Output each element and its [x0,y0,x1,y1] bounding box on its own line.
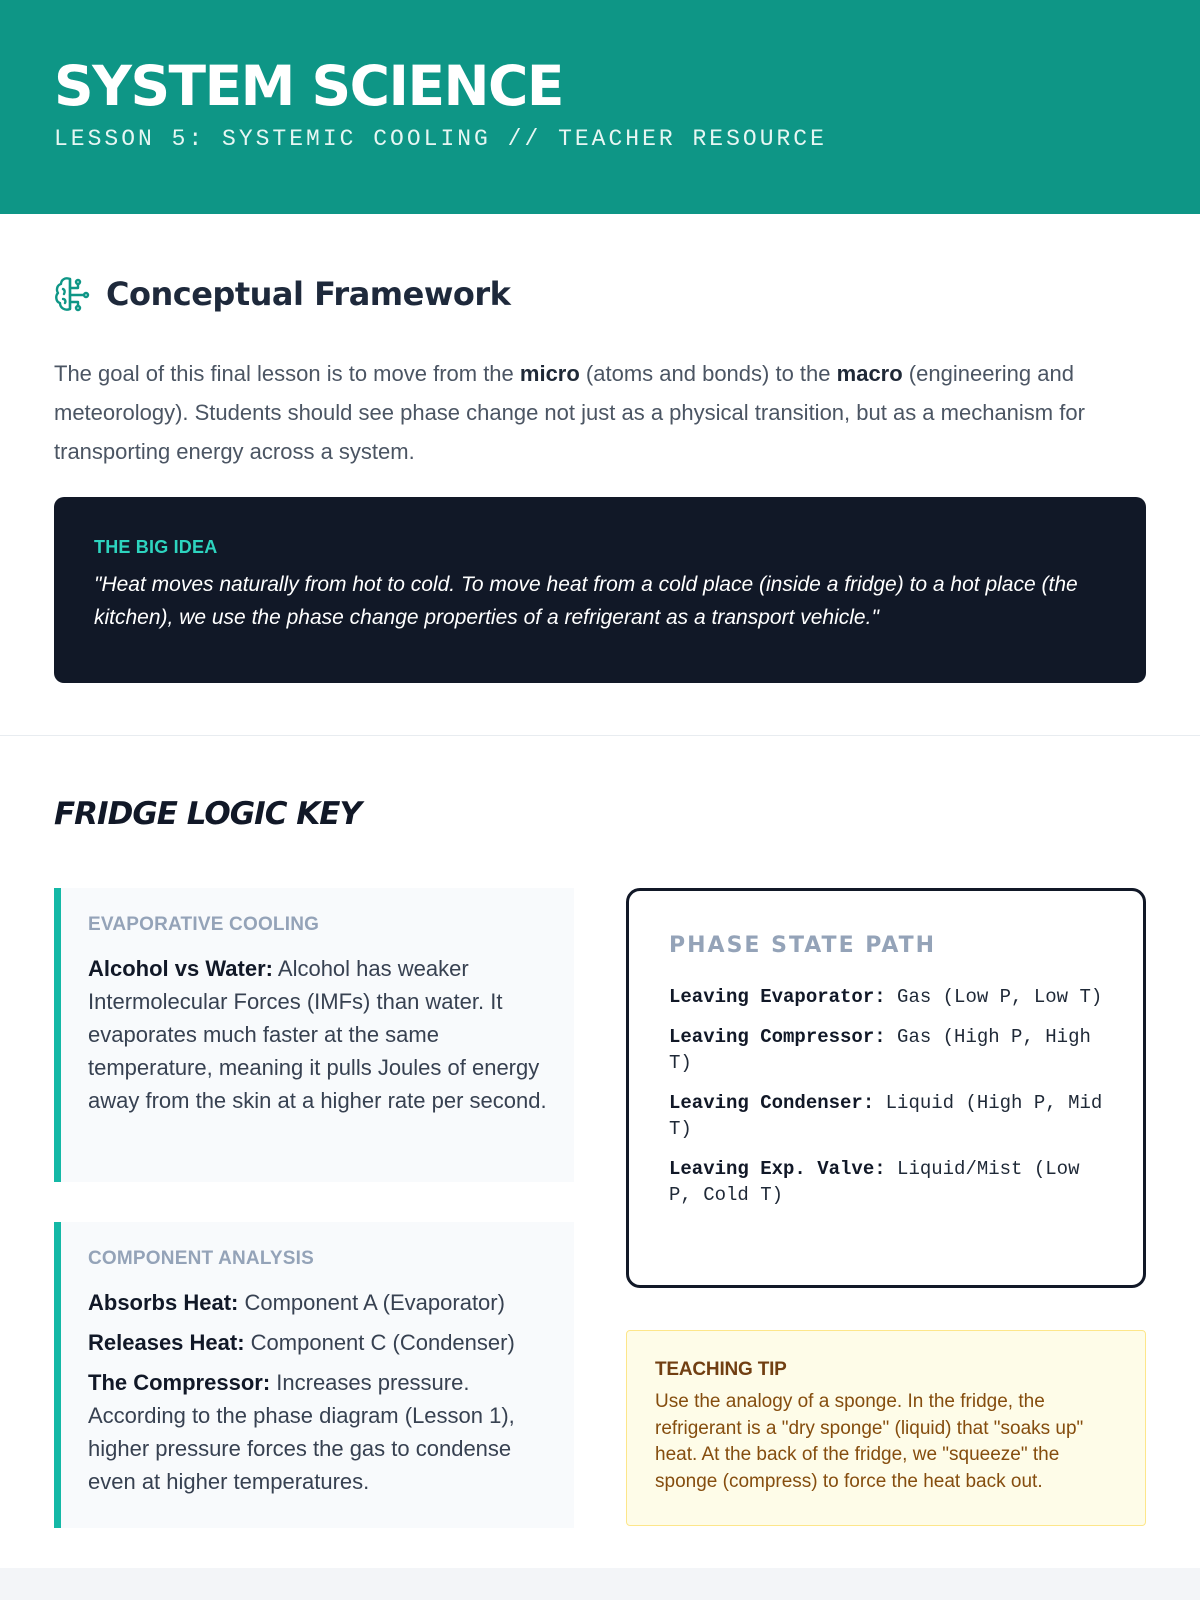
header-banner [0,0,1200,214]
tip-label: TEACHING TIP [655,1359,787,1380]
item-text: Gas (Low P, Low T) [885,986,1103,1008]
page-subtitle: LESSON 5: SYSTEMIC COOLING // TEACHER RESOURCE [54,126,827,152]
list-item [88,1326,548,1359]
item-bold: Leaving Compressor: [669,1026,886,1048]
item-bold: Absorbs Heat: [88,1290,239,1315]
right-column [626,888,1146,1528]
tip-text: Use the analogy of a sponge. In the fridge, the refrigerant is a "dry sponge" (liquid) that "soaks up" heat. At the back of the fridge, we "squeeze" the sponge (compress) to force the heat back out. [655,1391,1084,1492]
list-item [88,1366,548,1498]
page-title: SYSTEM SCIENCE [54,54,563,118]
card-text-body: Alcohol has weaker Intermolecular Forces (IMFs) than water. It evaporates much faster at the same temperature, meaning it pulls Joules of energy away from the skin at a higher rate per second. [88,956,547,1113]
list-item [88,1286,548,1319]
item-text: Liquid/Mist (Low P, Cold T) [669,1158,1080,1206]
item-text: Liquid (High P, Mid T) [669,1092,1103,1140]
item-bold: Leaving Exp. Valve: [669,1158,886,1180]
list-item [669,1090,1103,1142]
section-heading [54,272,1146,316]
teaching-tip-box [626,1330,1146,1526]
list-item [669,1024,1103,1076]
evaporative-cooling-card [54,888,574,1182]
item-text: Gas (High P, High T) [669,1026,1091,1074]
phase-state-path-box [626,888,1146,1288]
list-item [669,984,1103,1010]
component-analysis-card [54,1222,574,1528]
intro-bold-macro: macro [836,361,903,386]
conceptual-framework-section [0,214,1200,736]
item-text: Increases pressure. According to the phase diagram (Lesson 1), higher pressure forces the gas to condense even at higher temperatures. [88,1370,515,1494]
fridge-logic-section [0,736,1200,1528]
fridge-logic-grid [54,888,1146,1528]
item-bold: Leaving Condenser: [669,1092,875,1114]
list-item [669,1156,1103,1208]
card-label: COMPONENT ANALYSIS [88,1248,314,1269]
intro-paragraph [54,354,1146,471]
brain-icon [54,275,90,313]
intro-text: The goal of this final lesson is to move from the [54,361,520,386]
big-idea-panel [54,497,1146,683]
item-bold: Leaving Evaporator: [669,986,886,1008]
intro-text: (engineering and meteorology). Students should see phase change not just as a physical transition, but as a mechanism for transporting energy across a system. [54,361,1085,464]
section-title: Conceptual Framework [106,275,511,313]
big-idea-quote: "Heat moves naturally from hot to cold. To move heat from a cold place (inside a fridge) to a hot place (the kitchen), we use the phase change properties of a refrigerant as a transport vehicle." [94,573,1078,629]
item-text: Component A (Evaporator) [238,1290,505,1315]
intro-text: (atoms and bonds) to the [579,361,837,386]
big-idea-label: THE BIG IDEA [94,537,218,557]
fridge-logic-title: FRIDGE LOGIC KEY [54,796,361,832]
card-label: EVAPORATIVE COOLING [88,914,320,935]
intro-bold-micro: micro [519,361,580,386]
item-text: Component C (Condenser) [244,1330,515,1355]
phase-title: PHASE STATE PATH [669,933,937,958]
item-bold: The Compressor: [88,1370,271,1395]
item-bold: Releases Heat: [88,1330,245,1355]
left-column [54,888,574,1528]
card-text [88,952,548,1117]
card-text-bold: Alcohol vs Water: [88,956,273,981]
